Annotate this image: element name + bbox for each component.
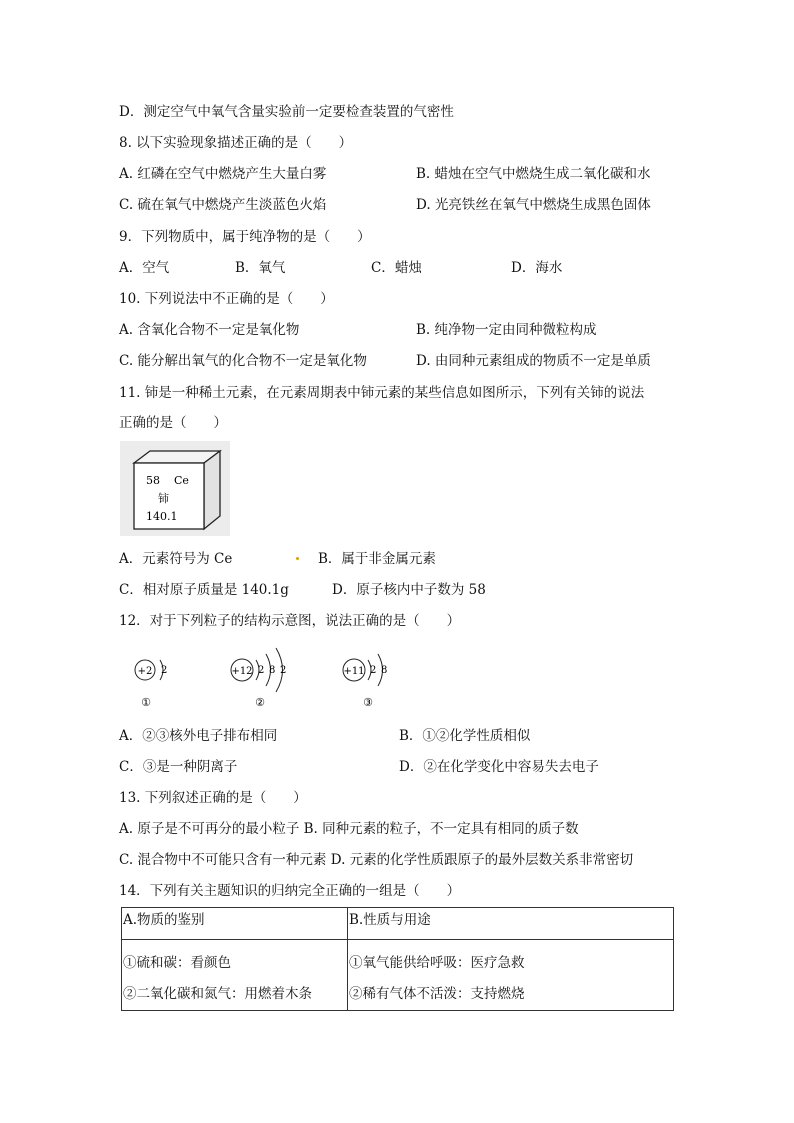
- q10-option-a: A. 含氧化合物不一定是氧化物: [119, 322, 300, 338]
- q9-option-b: B．氧气: [235, 260, 286, 276]
- q10-option-b: B. 纯净物一定由同种微粒构成: [416, 322, 597, 338]
- diagram-2-label: ②: [255, 696, 265, 709]
- table-b-item-2: ②稀有气体不活泼：支持燃烧: [349, 986, 525, 1002]
- diagram-1-shell-1: 2: [161, 665, 168, 676]
- diagram-1-label: ①: [141, 696, 151, 709]
- q9-option-c: C．蜡烛: [371, 260, 422, 276]
- diagram-3-shell-2: 8: [381, 665, 388, 676]
- table-cell-a: [122, 940, 348, 1011]
- table-a-item-1: ①硫和碳：看颜色: [123, 955, 231, 971]
- q14-knowledge-table: [121, 907, 674, 1011]
- diagram-2-shell-2: 8: [269, 665, 276, 676]
- q12-option-b: B．①②化学性质相似: [399, 728, 531, 744]
- q9-option-a: A．空气: [119, 260, 170, 276]
- diagram-2: [231, 648, 286, 709]
- diagram-3-label: ③: [363, 696, 373, 709]
- q11-option-a: A．元素符号为 Ce: [119, 551, 233, 567]
- table-header-a: A.物质的鉴别: [122, 908, 348, 940]
- card-atomic-mass: 140.1: [146, 510, 178, 523]
- q14-stem: 14．下列有关主题知识的归纳完全正确的一组是（ ）: [119, 883, 461, 899]
- q12-option-a: A．②③核外电子排布相同: [119, 728, 278, 744]
- q10-option-c: C. 能分解出氧气的化合物不一定是氧化物: [119, 353, 367, 369]
- q8-stem: 8. 以下实验现象描述正确的是（ ）: [119, 135, 353, 151]
- card-atomic-number: 58: [146, 474, 160, 487]
- q13-options-ab: A. 原子是不可再分的最小粒子 B. 同种元素的粒子，不一定具有相同的质子数: [119, 821, 579, 837]
- q10-option-d: D. 由同种元素组成的物质不一定是单质: [416, 353, 651, 369]
- card-element-symbol: Ce: [174, 474, 189, 487]
- table-header-b: B.性质与用途: [348, 908, 674, 940]
- table-a-item-2: ②二氧化碳和氮气：用燃着木条: [123, 986, 312, 1002]
- q11-option-c: C．相对原子质量是 140.1g: [119, 582, 289, 598]
- q8-option-a: A. 红磷在空气中燃烧产生大量白雾: [119, 166, 327, 182]
- q12-option-c: C．③是一种阴离子: [119, 759, 238, 775]
- diagram-3-shell-1: 2: [370, 665, 377, 676]
- q11-option-b: B．属于非金属元素: [318, 551, 436, 567]
- diagram-2-nucleus: +12: [231, 666, 253, 677]
- q10-stem: 10. 下列说法中不正确的是（ ）: [119, 291, 334, 307]
- table-cell-b: [348, 940, 674, 1011]
- diagram-1: [135, 660, 167, 709]
- q9-stem: 9．下列物质中，属于纯净物的是（ ）: [119, 229, 371, 245]
- q7-option-d: D．测定空气中氧气含量实验前一定要检查装置的气密性: [119, 104, 454, 120]
- q11-option-d: D．原子核内中子数为 58: [332, 582, 486, 598]
- q12-option-d: D．②在化学变化中容易失去电子: [399, 759, 599, 775]
- q12-stem: 12．对于下列粒子的结构示意图，说法正确的是（ ）: [119, 613, 461, 629]
- card-element-name: 铈: [158, 492, 169, 505]
- particle-diagrams: [125, 640, 415, 716]
- q8-option-c: C. 硫在氧气中燃烧产生淡蓝色火焰: [119, 197, 327, 213]
- stray-dot: [296, 557, 299, 560]
- q11-stem-line1: 11. 铈是一种稀土元素，在元素周期表中铈元素的某些信息如图所示，下列有关铈的说法: [119, 385, 645, 401]
- table-b-item-1: ①氧气能供给呼吸：医疗急救: [349, 955, 525, 971]
- q13-options-cd: C. 混合物中不可能只含有一种元素 D. 元素的化学性质跟原子的最外层数关系非常密切: [119, 852, 634, 868]
- q11-stem-line2: 正确的是（ ）: [119, 415, 227, 431]
- diagram-3-nucleus: +11: [343, 666, 365, 677]
- diagram-1-nucleus: +2: [137, 666, 153, 677]
- diagram-3: [343, 654, 387, 709]
- q13-stem: 13. 下列叙述正确的是（ ）: [119, 790, 307, 806]
- q8-option-d: D. 光亮铁丝在氧气中燃烧生成黑色固体: [416, 197, 651, 213]
- diagram-2-shell-3: 2: [280, 665, 287, 676]
- q8-option-b: B. 蜡烛在空气中燃烧生成二氧化碳和水: [416, 166, 651, 182]
- q9-option-d: D．海水: [511, 260, 563, 276]
- diagram-2-shell-1: 2: [258, 665, 265, 676]
- cerium-element-card: [120, 441, 230, 536]
